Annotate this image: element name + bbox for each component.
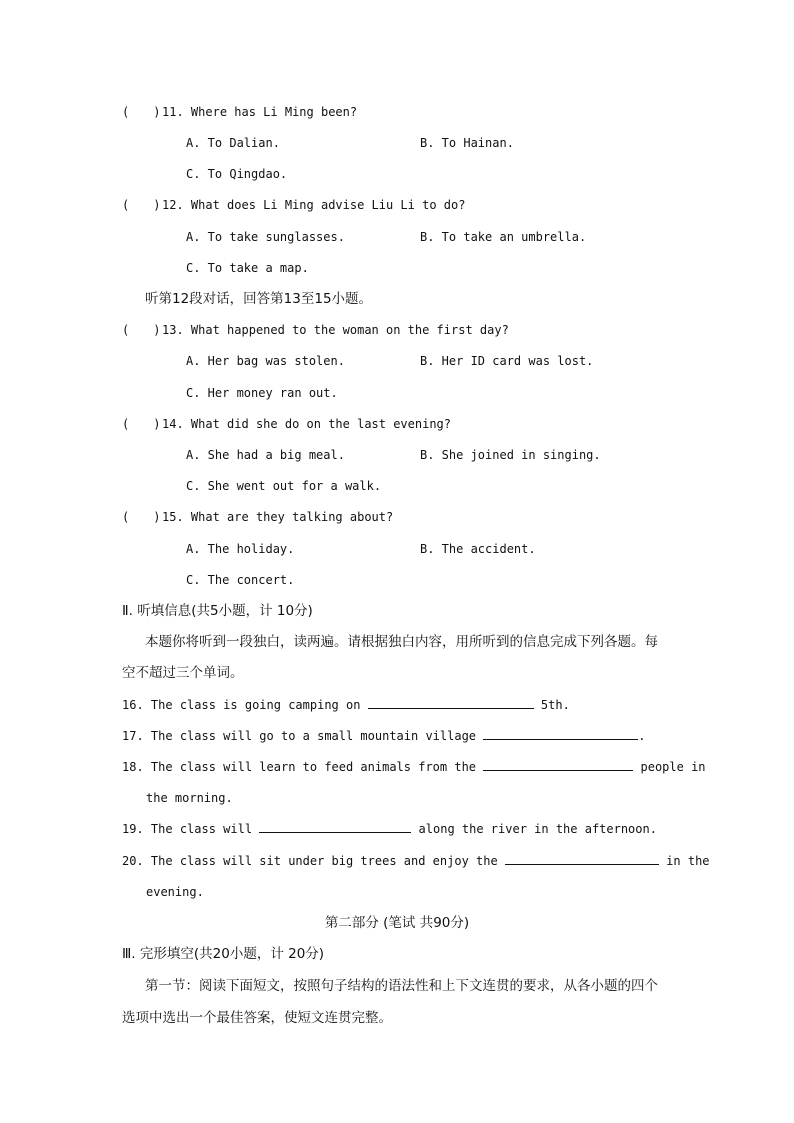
question-11	[122, 102, 357, 122]
section-2-instruction: 本题你将听到一段独白，读两遍。请根据独白内容，用所听到的信息完成下列各题。每	[145, 634, 658, 650]
option-c: C. Her money ran out.	[186, 386, 338, 400]
section-3-instruction-cont: 选项中选出一个最佳答案，使短文连贯完整。	[122, 1010, 392, 1026]
question-stem: What does Li Ming advise Liu Li to do?	[190, 198, 466, 212]
section-2-heading: Ⅱ. 听填信息(共5小题，计 10分)	[122, 603, 313, 619]
option-a: A. To take sunglasses.	[186, 230, 345, 244]
fill-question-17: 17. The class will go to a small mountain village .	[122, 726, 646, 746]
option-a: A. She had a big meal.	[186, 448, 345, 462]
fill-question-18-cont: the morning.	[146, 791, 233, 805]
fill-question-16: 16. The class is going camping on 5th.	[122, 695, 570, 715]
answer-blank[interactable]	[368, 695, 534, 709]
fill-question-18: 18. The class will learn to feed animals from the people in	[122, 757, 682, 777]
option-b: B. To take an umbrella.	[420, 230, 587, 244]
question-number: 11.	[162, 105, 184, 119]
section-2-instruction-cont: 空不超过三个单词。	[122, 665, 244, 681]
fill-question-20-cont: evening.	[146, 885, 204, 899]
answer-blank[interactable]	[483, 757, 633, 771]
part-2-title: 第二部分 (笔试 共90分)	[324, 915, 470, 931]
answer-paren[interactable]: ( )	[122, 198, 161, 212]
answer-paren[interactable]: ( )	[122, 105, 161, 119]
option-a: A. The holiday.	[186, 542, 295, 556]
section-3-instruction: 第一节：阅读下面短文，按照句子结构的语法性和上下文连贯的要求，从各小题的四个	[145, 978, 658, 994]
option-b: B. To Hainan.	[420, 136, 514, 150]
option-b: B. She joined in singing.	[420, 448, 601, 462]
question-13	[122, 320, 509, 340]
option-a: A. To Dalian.	[186, 136, 280, 150]
option-a: A. Her bag was stolen.	[186, 354, 345, 368]
section-3-heading: Ⅲ. 完形填空(共20小题，计 20分)	[122, 946, 325, 962]
answer-blank[interactable]	[259, 819, 411, 833]
option-b: B. The accident.	[420, 542, 536, 556]
dialogue-instruction: 听第12段对话，回答第13至15小题。	[145, 291, 373, 307]
question-number: 14.	[162, 417, 184, 431]
answer-blank[interactable]	[505, 851, 659, 865]
answer-blank[interactable]	[483, 726, 638, 740]
question-stem: What are they talking about?	[190, 510, 394, 524]
question-15	[122, 507, 393, 527]
answer-paren[interactable]: ( )	[122, 417, 161, 431]
option-b: B. Her ID card was lost.	[420, 354, 594, 368]
answer-paren[interactable]: ( )	[122, 323, 161, 337]
option-c: C. To take a map.	[186, 261, 309, 275]
fill-question-19: 19. The class will along the river in the afternoon.	[122, 819, 657, 839]
question-14	[122, 414, 451, 434]
option-c: C. The concert.	[186, 573, 295, 587]
question-stem: Where has Li Ming been?	[190, 105, 358, 119]
question-stem: What happened to the woman on the first day?	[190, 323, 509, 337]
answer-paren[interactable]: ( )	[122, 510, 161, 524]
question-12	[122, 195, 465, 215]
option-c: C. To Qingdao.	[186, 167, 288, 181]
question-number: 12.	[162, 198, 184, 212]
option-c: C. She went out for a walk.	[186, 479, 382, 493]
fill-question-20: 20. The class will sit under big trees and enjoy the in the	[122, 851, 710, 871]
question-number: 15.	[162, 510, 184, 524]
question-stem: What did she do on the last evening?	[190, 417, 452, 431]
question-number: 13.	[162, 323, 184, 337]
